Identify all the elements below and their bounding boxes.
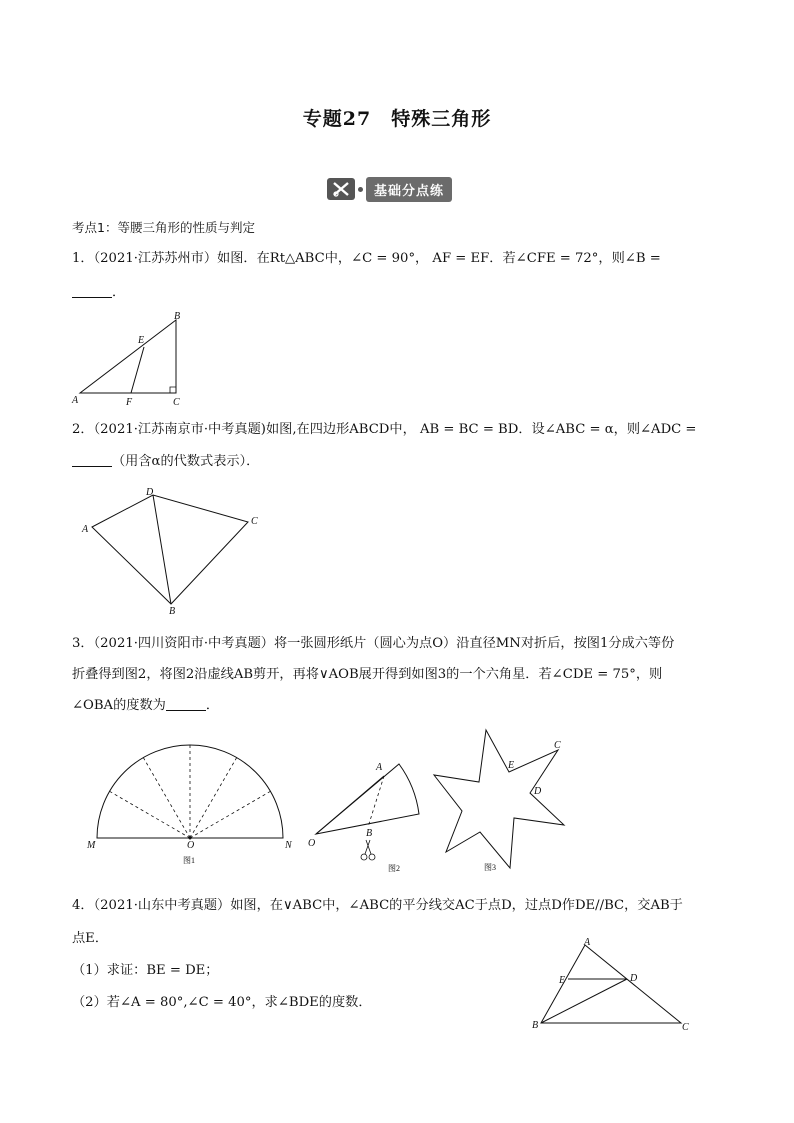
section-badge-label: 基础分点练 (366, 177, 452, 202)
q3-figure-2 (306, 756, 426, 876)
q3f2-caption: 图2 (388, 864, 400, 873)
q3f1-caption: 图1 (183, 856, 195, 865)
q4-label-B: B (532, 1020, 539, 1031)
q2-figure (78, 484, 268, 616)
q3f1-label-M: M (87, 840, 96, 851)
q3f3-label-D: D (534, 786, 542, 797)
q4-label-A: A (584, 937, 591, 948)
q3-text-3: ∠OBA的度数为 ． (72, 698, 220, 713)
q3f2-label-O: O (308, 838, 316, 849)
q2-blank (72, 452, 112, 467)
q1-label-B: B (174, 311, 181, 322)
q4-text-2: 点E． (72, 931, 109, 946)
kaodian-heading: 考点1：等腰三角形的性质与判定 (72, 220, 255, 235)
q2-label-B: B (169, 606, 176, 616)
q4-label-C: C (682, 1022, 689, 1033)
q3-figure-3 (428, 724, 578, 874)
q1-label-C: C (173, 397, 180, 408)
q1-answer-line: ． (72, 283, 125, 303)
q4-text-1: 4．（2021·山东中考真题）如图，在∨ABC中，∠ABC的平分线交AC于点D，过点D作DE//BC，交AB于 (72, 898, 683, 913)
q3-text-2: 折叠得到图2，将图2沿虚线AB剪开，再将∨AOB展开得到如图3的一个六角星．若∠CDE = 75°，则 (72, 667, 663, 682)
q1-label-E: E (138, 335, 145, 346)
q4-label-D: D (630, 973, 638, 984)
q1-figure (66, 310, 196, 410)
q1-label-A: A (72, 395, 79, 406)
q3f1-label-N: N (285, 840, 292, 851)
q3f1-label-O: O (187, 840, 195, 851)
q3f3-caption: 图3 (484, 863, 496, 872)
q2-label-C: C (251, 516, 258, 527)
q3-blank (166, 696, 206, 711)
q4-part-1: （1）求证：BE = DE； (72, 963, 219, 978)
q2-label-D: D (146, 487, 154, 498)
q3-figure-1 (80, 735, 300, 870)
section-badge (327, 177, 452, 201)
q3f3-label-E: E (508, 760, 515, 771)
page-title: 专题27 特殊三角形 (302, 108, 492, 130)
q3f3-label-C: C (554, 740, 561, 751)
q2-text: 2．（2021·江苏南京市·中考真题)如图,在四边形ABCD中， AB = BC = BD．设∠ABC = α，则∠ADC = (72, 422, 697, 437)
q4-part-2: （2）若∠A = 80°,∠C = 40°，求∠BDE的度数． (72, 995, 372, 1010)
q2-answer-line: （用含α的代数式表示）． (72, 452, 259, 472)
q1-text: 1．（2021·江苏苏州市）如图．在Rt△ABC中，∠C = 90°， AF = EF．若∠CFE = 72°，则∠B = (72, 251, 661, 266)
q2-label-A: A (82, 524, 89, 535)
q3f2-label-B: B (366, 828, 373, 839)
q4-label-E: E (559, 975, 566, 986)
q3-text-1: 3．（2021·四川资阳市·中考真题）将一张圆形纸片（圆心为点O）沿直径MN对折后，按图1分成六等份 (72, 636, 675, 651)
badge-dot (358, 187, 363, 192)
q1-label-F: F (126, 397, 133, 408)
q3f2-label-A: A (376, 762, 383, 773)
scissors-icon (361, 840, 375, 860)
scissors-pen-icon (327, 178, 355, 200)
q4-figure (525, 934, 700, 1036)
q1-blank (72, 283, 112, 298)
